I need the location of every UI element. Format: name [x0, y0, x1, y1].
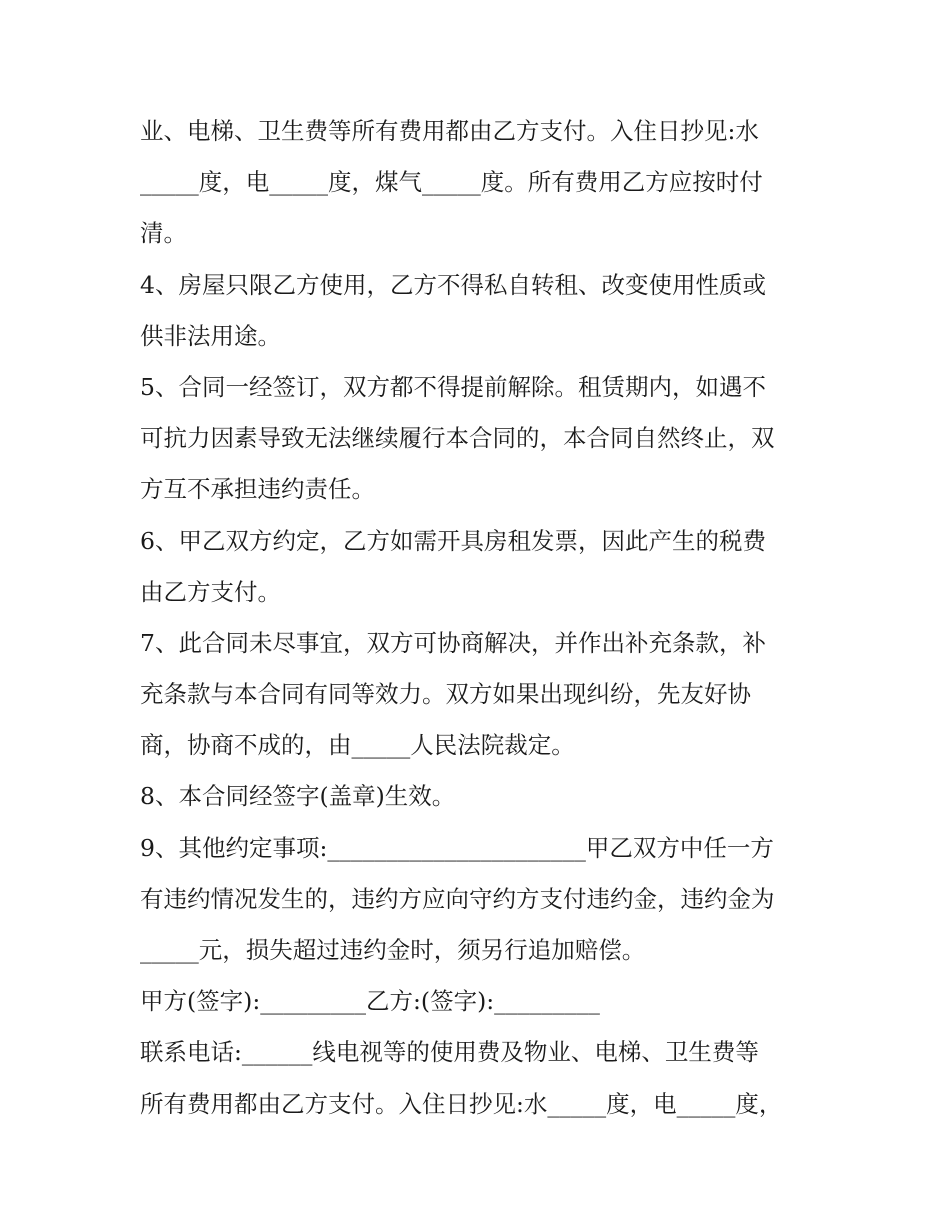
clause-5-line-2: 可抗力因素导致无法继续履行本合同的，本合同自然终止，双 [140, 424, 775, 453]
clause-7-line-3: 商，协商不成的，由_____人民法院裁定。 [140, 731, 575, 760]
clause-9-line-3: _____元，损失超过违约金时，须另行追加赔偿。 [140, 936, 646, 964]
contact-line-1: 联系电话:______线电视等的使用费及物业、电梯、卫生费等 [140, 1038, 759, 1067]
clause-9-line-2: 有违约情况发生的，违约方应向守约方支付违约金，违约金为 [140, 884, 775, 913]
clause-7-line-1: 7、此合同未尽事宜，双方可协商解决，并作出补充条款，补 [140, 628, 766, 657]
clause-5-line-3: 方互不承担违约责任。 [140, 475, 375, 504]
clause-7-line-2: 充条款与本合同有同等效力。双方如果出现纠纷，先友好协 [140, 680, 751, 709]
signature-line: 甲方(签字):_________乙方:(签字):_________ [140, 987, 600, 1016]
clause-6-line-1: 6、甲乙双方约定，乙方如需开具房租发票，因此产生的税费 [140, 526, 766, 555]
clause-4-line-2: 供非法用途。 [140, 321, 281, 350]
text-line-1: 业、电梯、卫生费等所有费用都由乙方支付。入住日抄见:水 [140, 117, 759, 145]
clause-4-line-1: 4、房屋只限乙方使用，乙方不得私自转租、改变使用性质或 [140, 270, 766, 299]
contact-line-2: 所有费用都由乙方支付。入住日抄见:水_____度，电_____度， [140, 1089, 783, 1118]
clause-6-line-2: 由乙方支付。 [140, 577, 281, 606]
clause-9-line-1: 9、其他约定事项:______________________甲乙双方中任一方 [140, 833, 774, 862]
text-line-2: _____度，电_____度，煤气_____度。所有费用乙方应按时付 [140, 168, 763, 197]
document-body [140, 106, 820, 1130]
clause-5-line-1: 5、合同一经签订，双方都不得提前解除。租赁期内，如遇不 [140, 372, 766, 401]
clause-8-line-1: 8、本合同经签字(盖章)生效。 [140, 782, 456, 811]
text-line-3: 清。 [140, 219, 187, 248]
